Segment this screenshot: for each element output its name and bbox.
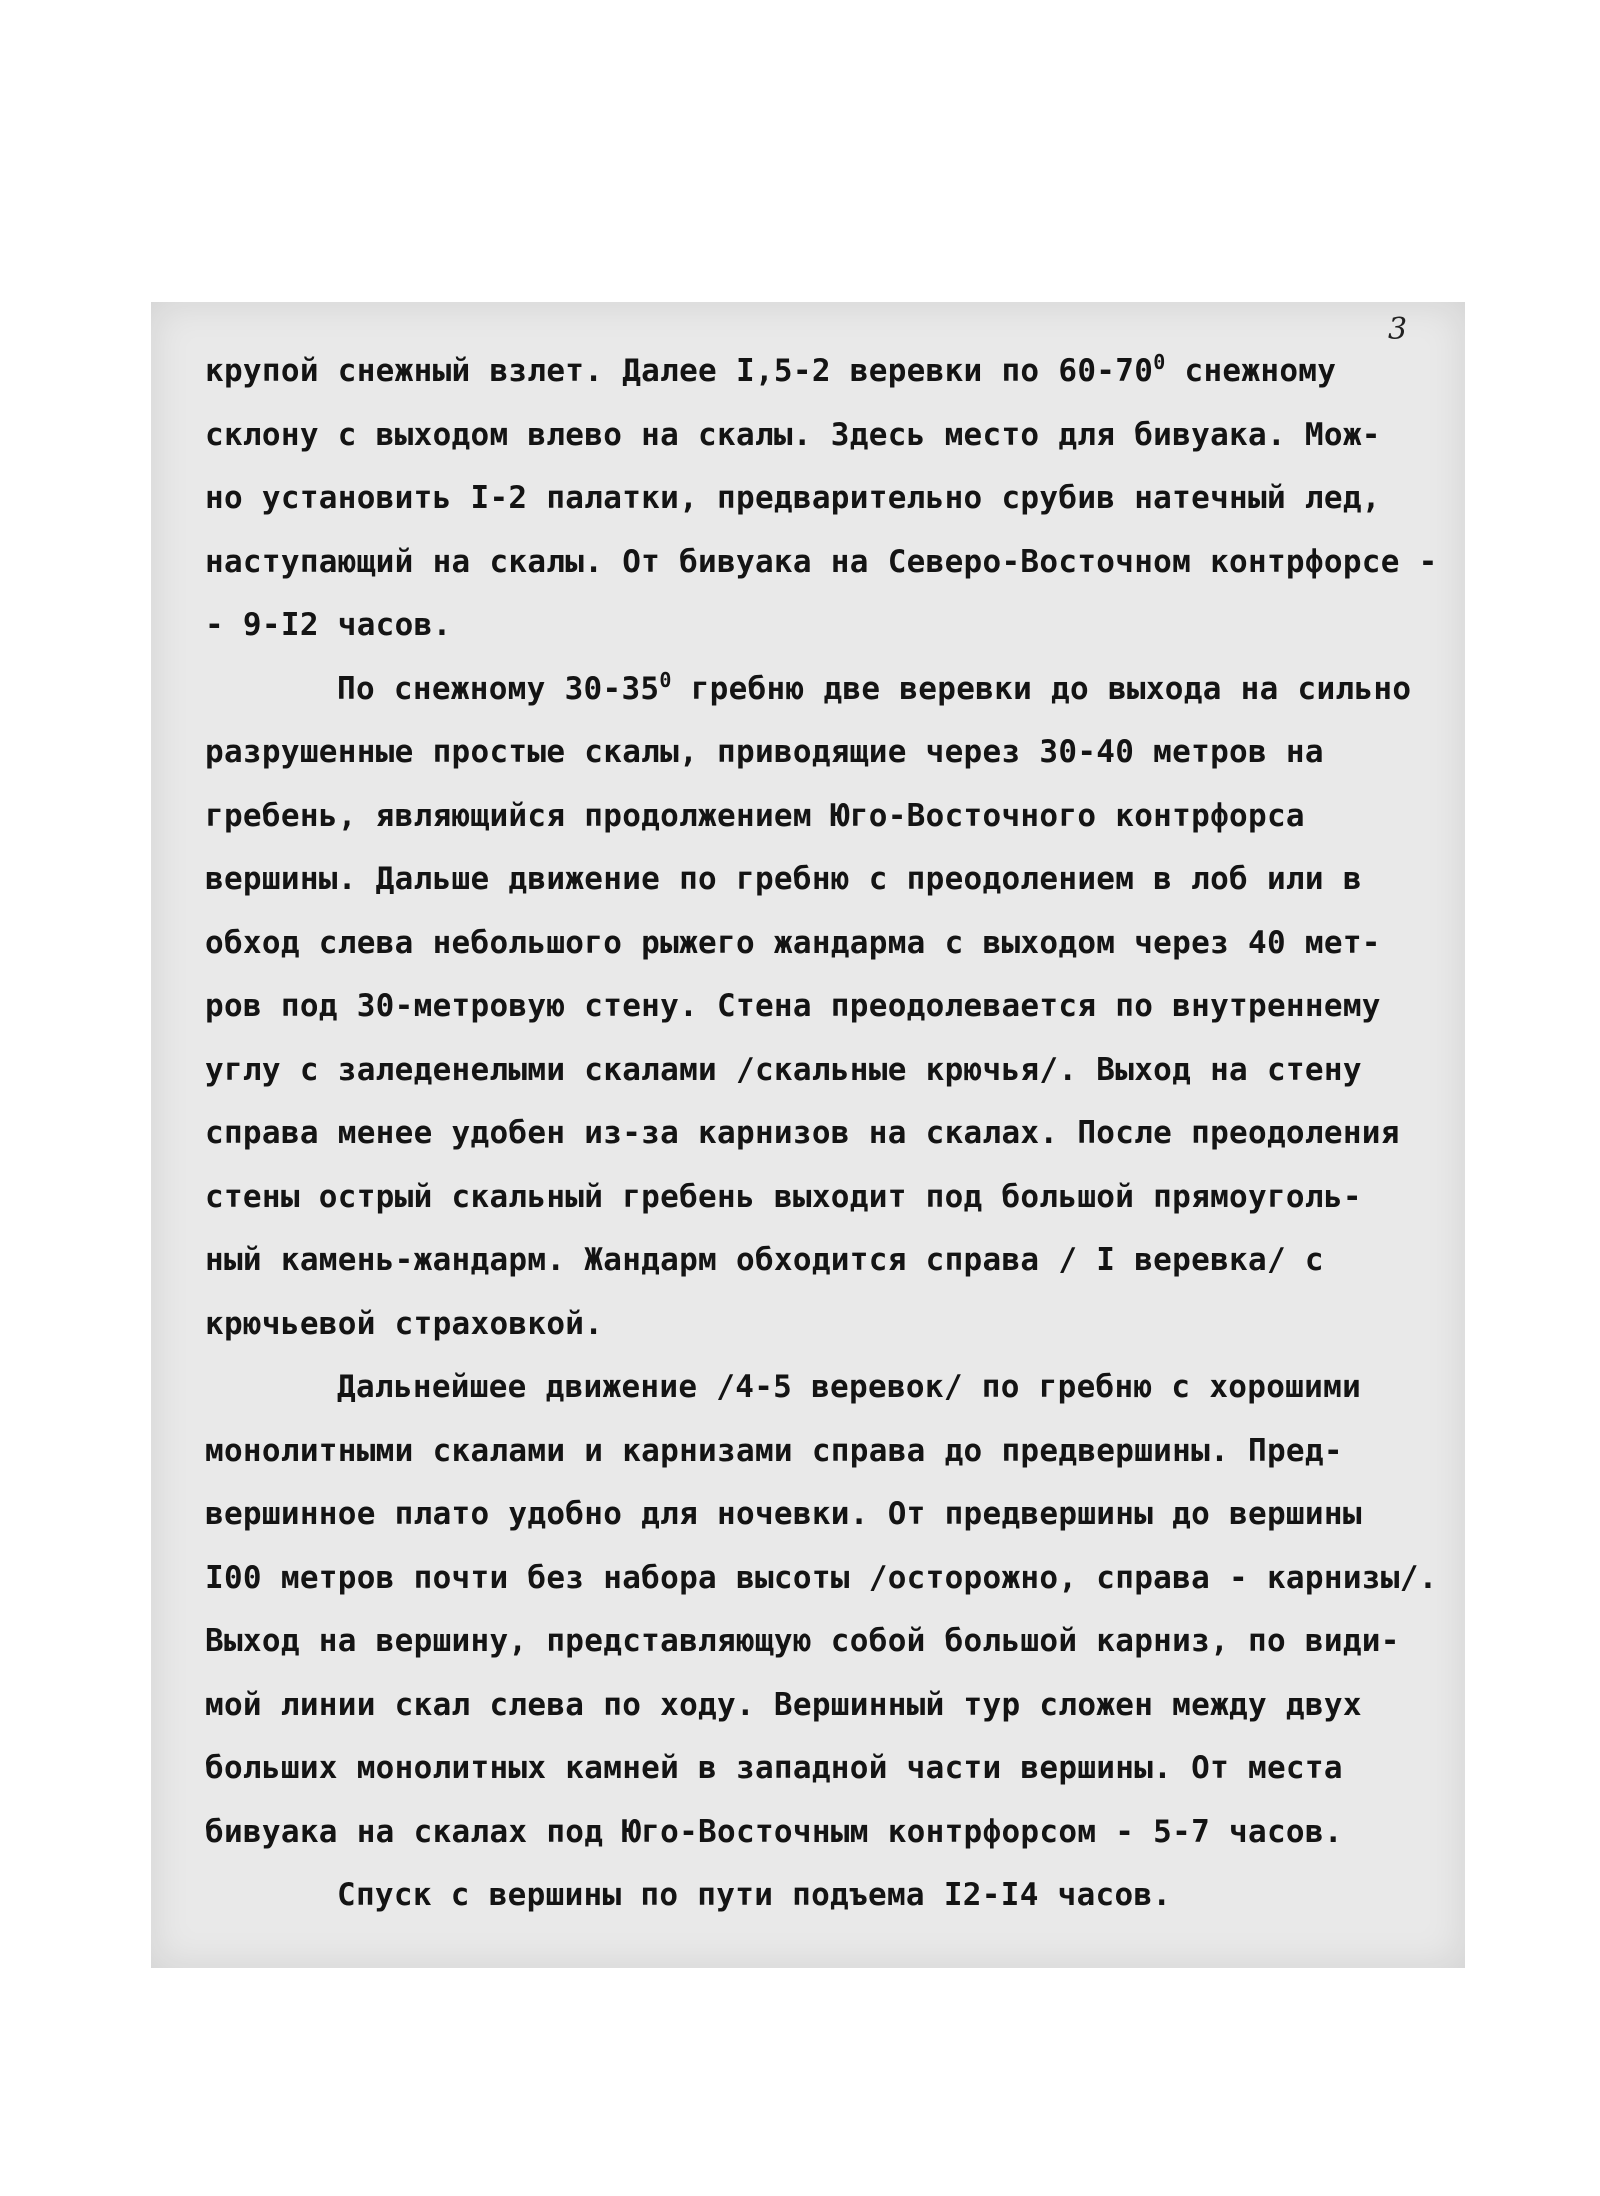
text-line: Выход на вершину, представляющую собой большой карниз, по види- [205, 1623, 1400, 1659]
text-line: монолитными скалами и карнизами справа до предвершины. Пред- [205, 1432, 1343, 1469]
text-line: вершины. Дальше движение по гребню с преодолением в лоб или в [205, 861, 1362, 897]
paragraph-start-line: По снежному $30-35^0$ гребню две веревки до выхода на сильно [337, 667, 1412, 707]
typewritten-text-body [205, 340, 1450, 1928]
text-line: крупой снежный взлет. Далее I,5-2 веревки по $60-70^0$ снежному [205, 350, 1337, 389]
text-line: I00 метров почти без набора высоты /осторожно, справа - карнизы/. [205, 1559, 1438, 1596]
text-line: вершинное плато удобно для ночевки. От предвершины до вершины [205, 1496, 1362, 1532]
text-line: бивуака на скалах под Юго-Восточным контрфорсом - 5-7 часов. [205, 1813, 1343, 1850]
text-line: гребень, являющийся продолжением Юго-Восточного контрфорса [205, 797, 1305, 834]
text-line: наступающий на скалы. От бивуака на Северо-Восточном контрфорсе - [205, 543, 1438, 580]
text-line: больших монолитных камней в западной части вершины. От места [205, 1750, 1343, 1786]
text-line: углу с заледенелыми скалами /скальные крючья/. Выход на стену [205, 1051, 1362, 1088]
text-line: крючьевой страховкой. [205, 1305, 604, 1342]
text-line: стены острый скальный гребень выходит под большой прямоуголь- [205, 1178, 1362, 1215]
text-line: но установить I-2 палатки, предварительно срубив натечный лед, [205, 480, 1381, 516]
text-line: разрушенные простые скалы, приводящие через 30-40 метров на [205, 734, 1324, 770]
text-line: склону с выходом влево на скалы. Здесь место для бивуака. Мож- [205, 416, 1381, 453]
paragraph-start-line: Дальнейшее движение /4-5 веревок/ по гребню с хорошими [337, 1369, 1362, 1405]
text-line: мой линии скал слева по ходу. Вершинный тур сложен между двух [205, 1686, 1362, 1723]
text-line: ров под 30-метровую стену. Стена преодолевается по внутреннему [205, 988, 1381, 1024]
paragraph-start-line: Спуск с вершины по пути подъема I2-I4 часов. [337, 1877, 1172, 1913]
text-line: ный камень-жандарм. Жандарм обходится справа / I веревка/ с [205, 1242, 1324, 1278]
page-number: 3 [1388, 312, 1408, 347]
text-line: - 9-I2 часов. [205, 607, 452, 643]
text-line: справа менее удобен из-за карнизов на скалах. После преодоления [205, 1115, 1400, 1151]
text-line: обход слева небольшого рыжего жандарма с выходом через 40 мет- [205, 924, 1381, 961]
